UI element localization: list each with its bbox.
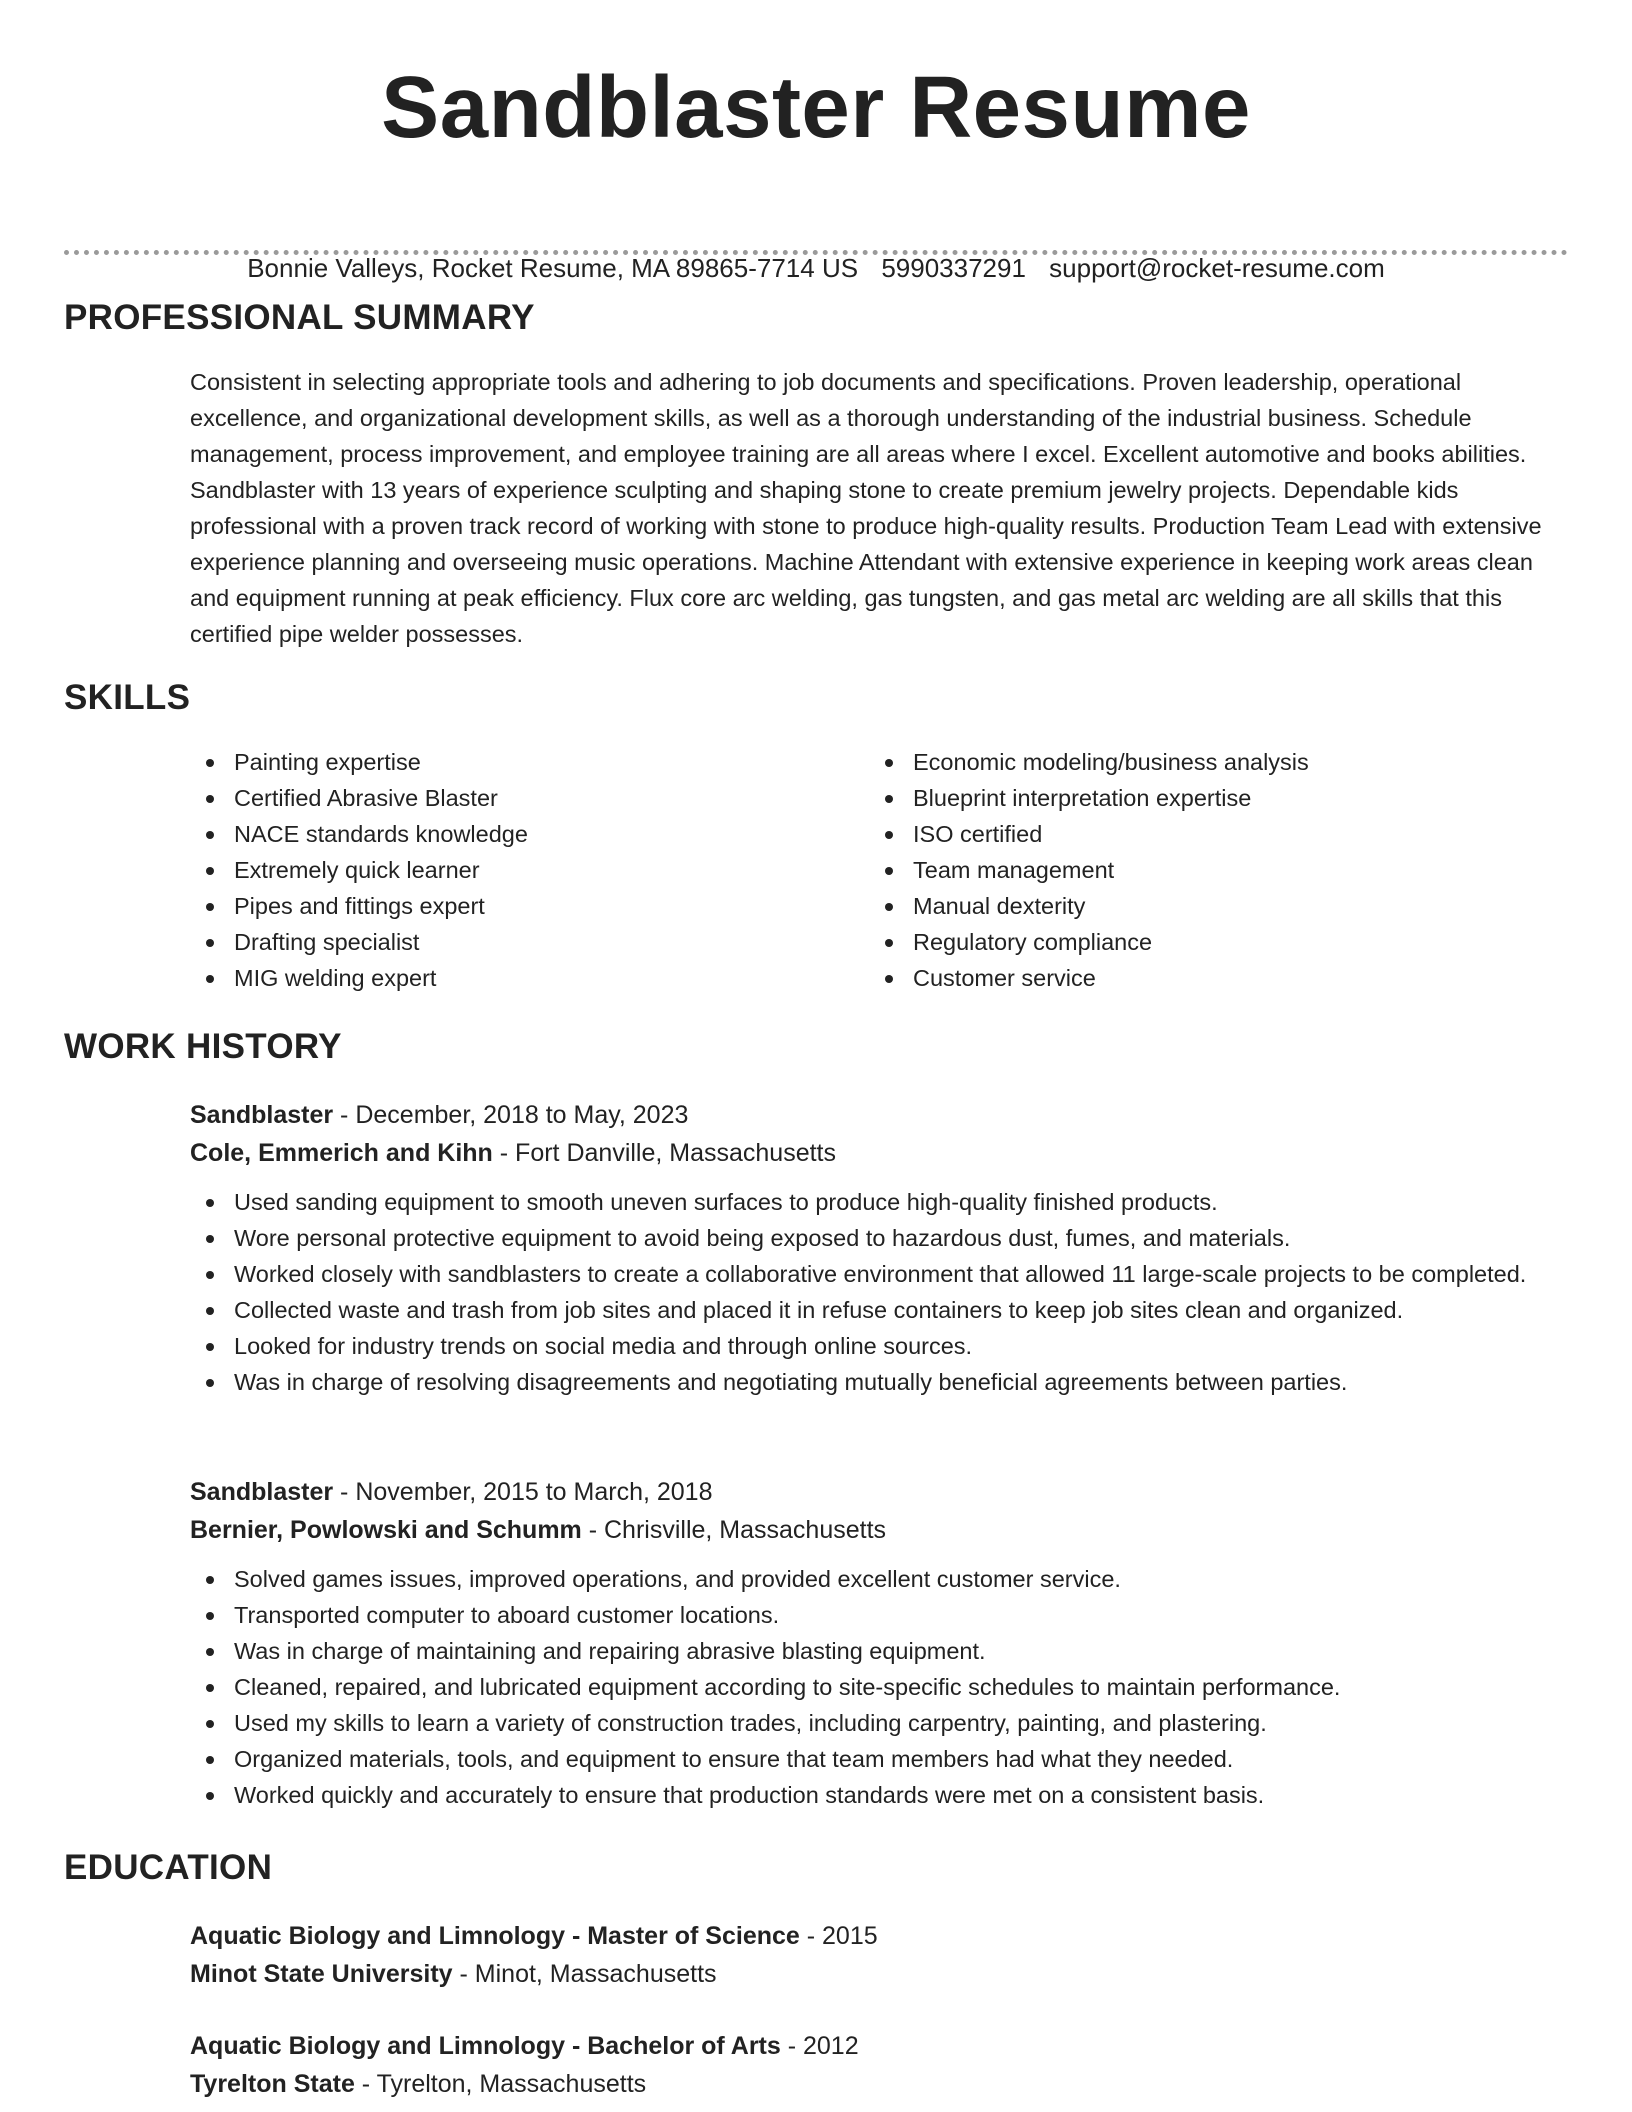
skill-item: Pipes and fittings expert (190, 888, 830, 924)
skill-item: ISO certified (869, 816, 1509, 852)
contact-phone: 5990337291 (881, 253, 1026, 283)
job-bullet: Solved games issues, improved operations, and provided excellent customer service. (190, 1561, 1568, 1597)
skill-item: Customer service (869, 960, 1509, 996)
education-location: - Tyrelton, Massachusetts (354, 2070, 647, 2098)
job-bullet: Collected waste and trash from job sites and placed it in refuse containers to keep job sites clean and organized. (190, 1292, 1568, 1328)
skills-list-left (190, 744, 830, 996)
skill-item: NACE standards knowledge (190, 816, 830, 852)
job-company-line (190, 1511, 1568, 1549)
job-company-line (190, 1134, 1568, 1172)
education-entry (190, 2027, 1568, 2103)
resume-title: Sandblaster Resume (381, 59, 1251, 156)
job-bullet: Transported computer to aboard customer locations. (190, 1597, 1568, 1633)
education-school-line (190, 1955, 1568, 1993)
education-entry (190, 1917, 1568, 1993)
job-dates: - December, 2018 to May, 2023 (333, 1101, 689, 1129)
work-history-heading: WORK HISTORY (64, 1027, 342, 1066)
job-bullet: Worked quickly and accurately to ensure that production standards were met on a consistent basis. (190, 1777, 1568, 1813)
education-school: Tyrelton State (190, 2070, 355, 2098)
job-company: Bernier, Powlowski and Schumm (190, 1516, 582, 1544)
job-entry (190, 1096, 1568, 1400)
job-bullet: Looked for industry trends on social media and through online sources. (190, 1328, 1568, 1364)
skill-item: Certified Abrasive Blaster (190, 780, 830, 816)
skill-item: Painting expertise (190, 744, 830, 780)
contact-email: support@rocket-resume.com (1049, 253, 1385, 283)
job-company: Cole, Emmerich and Kihn (190, 1139, 493, 1167)
resume-page (64, 0, 1568, 2098)
job-bullet: Organized materials, tools, and equipment to ensure that team members had what they needed. (190, 1741, 1568, 1777)
skill-item: Team management (869, 852, 1509, 888)
job-bullets (190, 1561, 1568, 1813)
skill-item: Manual dexterity (869, 888, 1509, 924)
education-school: Minot State University (190, 1960, 453, 1988)
job-role: Sandblaster (190, 1101, 334, 1129)
education-year: - 2012 (780, 2032, 859, 2060)
skill-item: Blueprint interpretation expertise (869, 780, 1509, 816)
job-dates: - November, 2015 to March, 2018 (333, 1478, 713, 1506)
job-bullet: Cleaned, repaired, and lubricated equipment according to site-specific schedules to maintain performance. (190, 1669, 1568, 1705)
skill-item: MIG welding expert (190, 960, 830, 996)
skills-list-right (869, 744, 1509, 996)
summary-heading: PROFESSIONAL SUMMARY (64, 298, 535, 337)
contact-address: Bonnie Valleys, Rocket Resume, MA 89865-7714 US (247, 253, 859, 283)
education-year: - 2015 (799, 1922, 878, 1950)
job-bullet: Used my skills to learn a variety of construction trades, including carpentry, painting, and plastering. (190, 1705, 1568, 1741)
education-location: - Minot, Massachusetts (452, 1960, 717, 1988)
skill-item: Regulatory compliance (869, 924, 1509, 960)
job-bullets (190, 1184, 1568, 1400)
education-degree: Aquatic Biology and Limnology - Master of Science (190, 1922, 800, 1950)
job-bullet: Was in charge of maintaining and repairing abrasive blasting equipment. (190, 1633, 1568, 1669)
job-role: Sandblaster (190, 1478, 334, 1506)
job-title-line (190, 1473, 1568, 1511)
header-divider (64, 250, 1568, 255)
education-degree-line (190, 1917, 1568, 1955)
summary-text: Consistent in selecting appropriate tools and adhering to job documents and specifications. Proven leadership, operational excellence, and organizational development skills, as well as a thorough understanding of the industrial business. Schedule management, process improvement, and employee training are all areas where I excel. Excellent automotive and books abilities. Sandblaster with 13 years of experience sculpting and shaping stone to create premium jewelry projects. Dependable kids professional with a proven track record of working with stone to produce high-quality results. Production Team Lead with extensive experience planning and overseeing music operations. Machine Attendant with extensive experience in keeping work areas clean and equipment running at peak efficiency. Flux core arc welding, gas tungsten, and gas metal arc welding are all skills that this certified pipe welder possesses. (190, 369, 1542, 647)
contact-line (64, 252, 1568, 284)
job-location: - Fort Danville, Massachusetts (492, 1139, 837, 1167)
skill-item: Extremely quick learner (190, 852, 830, 888)
job-location: - Chrisville, Massachusetts (581, 1516, 887, 1544)
education-school-line (190, 2065, 1568, 2103)
job-title-line (190, 1096, 1568, 1134)
education-heading: EDUCATION (64, 1848, 273, 1887)
job-bullet: Wore personal protective equipment to avoid being exposed to hazardous dust, fumes, and materials. (190, 1220, 1568, 1256)
skill-item: Economic modeling/business analysis (869, 744, 1509, 780)
skills-heading: SKILLS (64, 678, 191, 717)
skill-item: Drafting specialist (190, 924, 830, 960)
education-degree: Aquatic Biology and Limnology - Bachelor of Arts (190, 2032, 781, 2060)
education-degree-line (190, 2027, 1568, 2065)
job-bullet: Worked closely with sandblasters to create a collaborative environment that allowed 11 large-scale projects to be completed. (190, 1256, 1568, 1292)
job-bullet: Was in charge of resolving disagreements and negotiating mutually beneficial agreements between parties. (190, 1364, 1568, 1400)
job-entry (190, 1473, 1568, 1813)
job-bullet: Used sanding equipment to smooth uneven surfaces to produce high-quality finished products. (190, 1184, 1568, 1220)
